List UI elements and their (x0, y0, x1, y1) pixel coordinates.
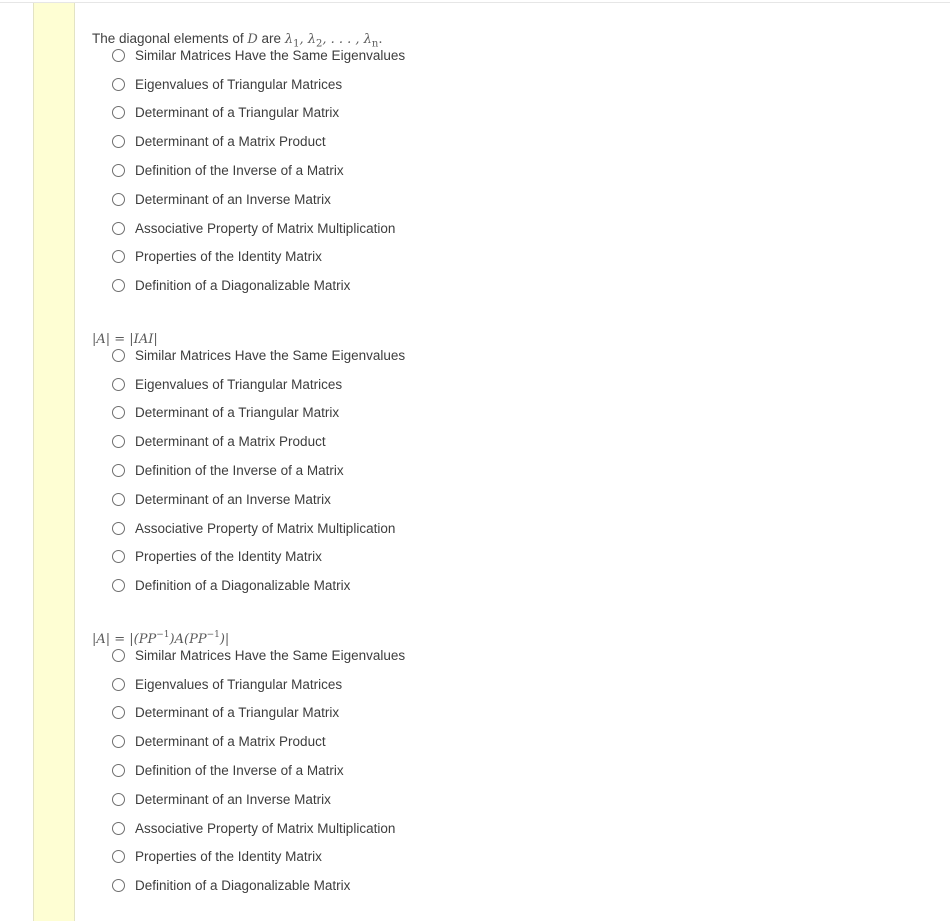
question-3 (92, 629, 512, 908)
option-determinant-inverse[interactable] (92, 485, 512, 514)
radio-button[interactable] (112, 764, 125, 777)
radio-button[interactable] (112, 349, 125, 362)
option-label: Similar Matrices Have the Same Eigenvalues (135, 647, 406, 663)
option-inverse-definition[interactable] (92, 756, 512, 785)
radio-button[interactable] (112, 850, 125, 863)
radio-button[interactable] (112, 706, 125, 719)
option-label: Similar Matrices Have the Same Eigenvalues (135, 47, 406, 63)
radio-button[interactable] (112, 135, 125, 148)
option-label: Eigenvalues of Triangular Matrices (135, 676, 343, 692)
option-inverse-definition[interactable] (92, 456, 512, 485)
option-determinant-product[interactable] (92, 427, 512, 456)
option-determinant-triangular[interactable] (92, 99, 512, 128)
radio-button[interactable] (112, 550, 125, 563)
option-determinant-inverse[interactable] (92, 785, 512, 814)
option-label: Associative Property of Matrix Multiplication (135, 220, 396, 236)
option-label: Determinant of an Inverse Matrix (135, 191, 331, 207)
radio-button[interactable] (112, 435, 125, 448)
option-label: Associative Property of Matrix Multiplication (135, 820, 396, 836)
option-diagonalizable-definition[interactable] (92, 571, 512, 600)
option-identity-properties[interactable] (92, 843, 512, 872)
option-diagonalizable-definition[interactable] (92, 271, 512, 300)
option-label: Eigenvalues of Triangular Matrices (135, 376, 343, 392)
radio-button[interactable] (112, 579, 125, 592)
math-expression: $|A| = |(PP^{-1})A(PP^{-1})|$ (92, 630, 230, 647)
answer-options (92, 641, 512, 900)
option-label: Determinant of a Matrix Product (135, 134, 326, 150)
option-label: Determinant of a Triangular Matrix (135, 105, 340, 121)
radio-button[interactable] (112, 279, 125, 292)
option-label: Properties of the Identity Matrix (135, 249, 322, 265)
radio-button[interactable] (112, 879, 125, 892)
radio-button[interactable] (112, 222, 125, 235)
option-label: Determinant of an Inverse Matrix (135, 791, 331, 807)
option-inverse-definition[interactable] (92, 156, 512, 185)
radio-button[interactable] (112, 250, 125, 263)
question-prompt: The diagonal elements of D are $\lambda_1$, $\lambda_2$, . . . , $\lambda_n$. (92, 31, 383, 50)
radio-button[interactable] (112, 49, 125, 62)
radio-button[interactable] (112, 678, 125, 691)
option-label: Definition of the Inverse of a Matrix (135, 163, 344, 179)
radio-button[interactable] (112, 406, 125, 419)
option-diagonalizable-definition[interactable] (92, 871, 512, 900)
option-label: Definition of a Diagonalizable Matrix (135, 278, 351, 294)
radio-button[interactable] (112, 493, 125, 506)
option-eigenvalues-triangular[interactable] (92, 70, 512, 99)
answer-options (92, 41, 512, 300)
radio-button[interactable] (112, 164, 125, 177)
option-associative-property[interactable] (92, 214, 512, 243)
option-identity-properties[interactable] (92, 543, 512, 572)
radio-button[interactable] (112, 793, 125, 806)
option-determinant-inverse[interactable] (92, 185, 512, 214)
radio-button[interactable] (112, 522, 125, 535)
option-label: Similar Matrices Have the Same Eigenvalues (135, 347, 406, 363)
option-determinant-triangular[interactable] (92, 699, 512, 728)
option-eigenvalues-triangular[interactable] (92, 370, 512, 399)
option-associative-property[interactable] (92, 514, 512, 543)
radio-button[interactable] (112, 649, 125, 662)
radio-button[interactable] (112, 822, 125, 835)
option-label: Determinant of a Triangular Matrix (135, 705, 340, 721)
radio-button[interactable] (112, 378, 125, 391)
question-margin-bar (33, 3, 75, 921)
option-label: Properties of the Identity Matrix (135, 549, 322, 565)
option-label: Properties of the Identity Matrix (135, 849, 322, 865)
question-1 (92, 29, 512, 308)
math-expression: |A| = |IAI| (92, 332, 158, 347)
option-label: Determinant of an Inverse Matrix (135, 491, 331, 507)
option-label: Definition of the Inverse of a Matrix (135, 463, 344, 479)
radio-button[interactable] (112, 106, 125, 119)
option-determinant-product[interactable] (92, 727, 512, 756)
option-associative-property[interactable] (92, 814, 512, 843)
option-label: Eigenvalues of Triangular Matrices (135, 76, 343, 92)
option-determinant-triangular[interactable] (92, 399, 512, 428)
answer-options (92, 341, 512, 600)
option-label: Associative Property of Matrix Multiplication (135, 520, 396, 536)
option-determinant-product[interactable] (92, 127, 512, 156)
option-label: Determinant of a Matrix Product (135, 734, 326, 750)
top-divider (0, 2, 950, 3)
variable-d: D (247, 32, 258, 47)
option-label: Definition of a Diagonalizable Matrix (135, 878, 351, 894)
option-eigenvalues-triangular[interactable] (92, 670, 512, 699)
eigenvalue-list: $\lambda_1$, $\lambda_2$, . . . , $\lambda_n$. (284, 32, 383, 50)
radio-button[interactable] (112, 735, 125, 748)
option-identity-properties[interactable] (92, 243, 512, 272)
radio-button[interactable] (112, 464, 125, 477)
option-label: Definition of a Diagonalizable Matrix (135, 578, 351, 594)
option-label: Determinant of a Triangular Matrix (135, 405, 340, 421)
option-label: Definition of the Inverse of a Matrix (135, 763, 344, 779)
radio-button[interactable] (112, 193, 125, 206)
option-label: Determinant of a Matrix Product (135, 434, 326, 450)
question-2 (92, 329, 512, 608)
radio-button[interactable] (112, 78, 125, 91)
